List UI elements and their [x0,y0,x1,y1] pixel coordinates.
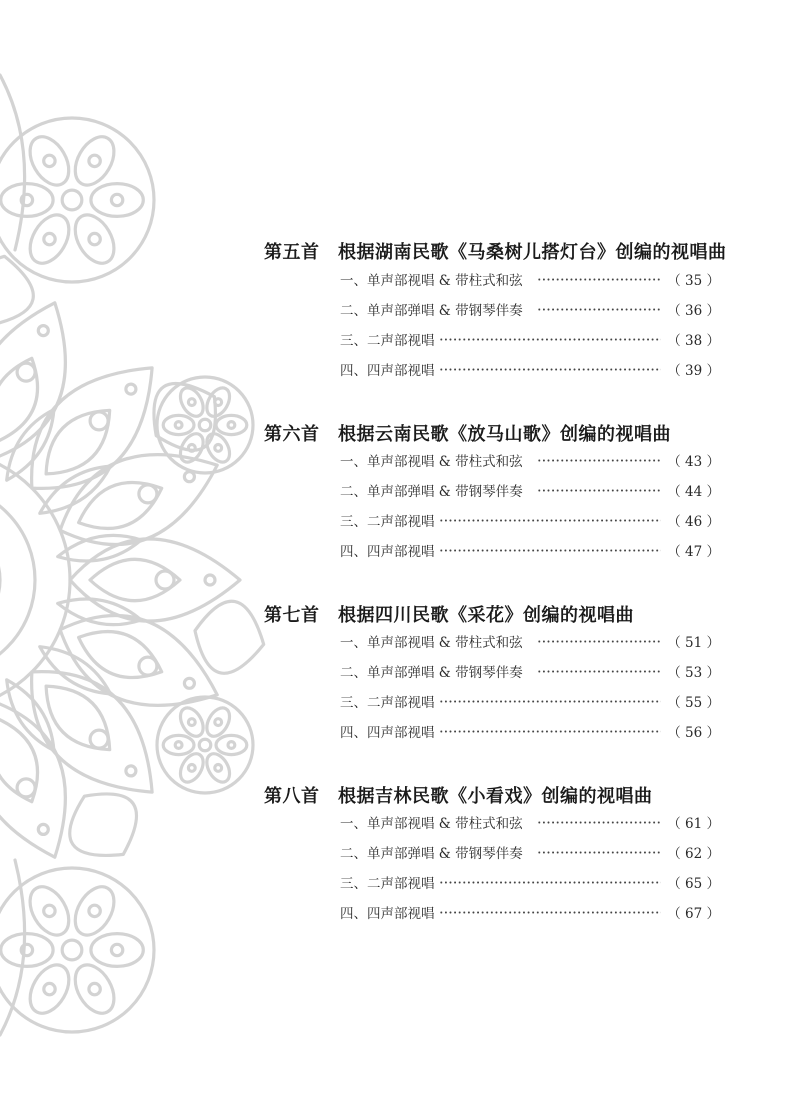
entry-label: 一、单声部视唱 & 带柱式和弦 [340,454,523,470]
dot-leader [537,308,662,311]
entry-label: 四、四声部视唱 [340,906,435,922]
page-number: （ 47 ） [667,544,720,560]
page-number: （ 39 ） [667,363,720,379]
page-number: （ 56 ） [667,725,720,741]
page-number: （ 61 ） [667,816,720,832]
dot-leader [439,911,662,914]
entry-label: 四、四声部视唱 [340,544,435,560]
dot-leader [537,851,662,854]
toc-entry[interactable] [340,449,720,471]
toc-entry[interactable] [340,539,720,561]
entry-label: 一、单声部视唱 & 带柱式和弦 [340,816,523,832]
page-number: （ 53 ） [667,665,720,681]
section-title: 根据云南民歌《放马山歌》创编的视唱曲 [338,424,671,445]
entry-label: 二、单声部弹唱 & 带钢琴伴奏 [340,846,523,862]
entry-label: 三、二声部视唱 [340,695,435,711]
entry-label: 二、单声部弹唱 & 带钢琴伴奏 [340,303,523,319]
dot-leader [537,670,662,673]
section-number: 第六首 [264,424,320,445]
section-number: 第八首 [264,786,320,807]
dot-leader [537,640,662,643]
dot-leader [439,700,662,703]
page-number: （ 35 ） [667,273,720,289]
section-title: 根据四川民歌《采花》创编的视唱曲 [338,605,634,626]
toc-entry[interactable] [340,660,720,682]
dot-leader [537,489,662,492]
entry-label: 二、单声部弹唱 & 带钢琴伴奏 [340,665,523,681]
dot-leader [439,730,662,733]
toc-entry[interactable] [340,811,720,833]
toc-entry[interactable] [340,328,720,350]
page-number: （ 62 ） [667,846,720,862]
page-number: （ 46 ） [667,514,720,530]
entry-label: 三、二声部视唱 [340,514,435,530]
page-number: （ 44 ） [667,484,720,500]
toc-entry[interactable] [340,298,720,320]
section-heading[interactable] [264,420,671,446]
page-number: （ 43 ） [667,454,720,470]
dot-leader [439,368,662,371]
dot-leader [439,338,662,341]
dot-leader [537,278,662,281]
dot-leader [537,821,662,824]
page-number: （ 65 ） [667,876,720,892]
toc-entry[interactable] [340,871,720,893]
section-heading[interactable] [264,238,727,264]
entry-label: 一、单声部视唱 & 带柱式和弦 [340,273,523,289]
section-title: 根据吉林民歌《小看戏》创编的视唱曲 [338,786,653,807]
page-number: （ 67 ） [667,906,720,922]
dot-leader [439,519,662,522]
page-number: （ 51 ） [667,635,720,651]
section-heading[interactable] [264,782,653,808]
section-title: 根据湖南民歌《马桑树儿搭灯台》创编的视唱曲 [338,242,727,263]
dot-leader [439,881,662,884]
entry-label: 三、二声部视唱 [340,333,435,349]
section-number: 第七首 [264,605,320,626]
section-heading[interactable] [264,601,634,627]
entry-label: 二、单声部弹唱 & 带钢琴伴奏 [340,484,523,500]
entry-label: 四、四声部视唱 [340,363,435,379]
toc-entry[interactable] [340,901,720,923]
toc-entry[interactable] [340,690,720,712]
toc-entry[interactable] [340,720,720,742]
dot-leader [537,459,662,462]
section-number: 第五首 [264,242,320,263]
toc-entry[interactable] [340,268,720,290]
toc-entry[interactable] [340,630,720,652]
toc-entry[interactable] [340,841,720,863]
entry-label: 三、二声部视唱 [340,876,435,892]
page-number: （ 38 ） [667,333,720,349]
dot-leader [439,549,662,552]
toc-entry[interactable] [340,479,720,501]
entry-label: 一、单声部视唱 & 带柱式和弦 [340,635,523,651]
page-number: （ 55 ） [667,695,720,711]
entry-label: 四、四声部视唱 [340,725,435,741]
toc-entry[interactable] [340,509,720,531]
toc-entry[interactable] [340,358,720,380]
page-number: （ 36 ） [667,303,720,319]
